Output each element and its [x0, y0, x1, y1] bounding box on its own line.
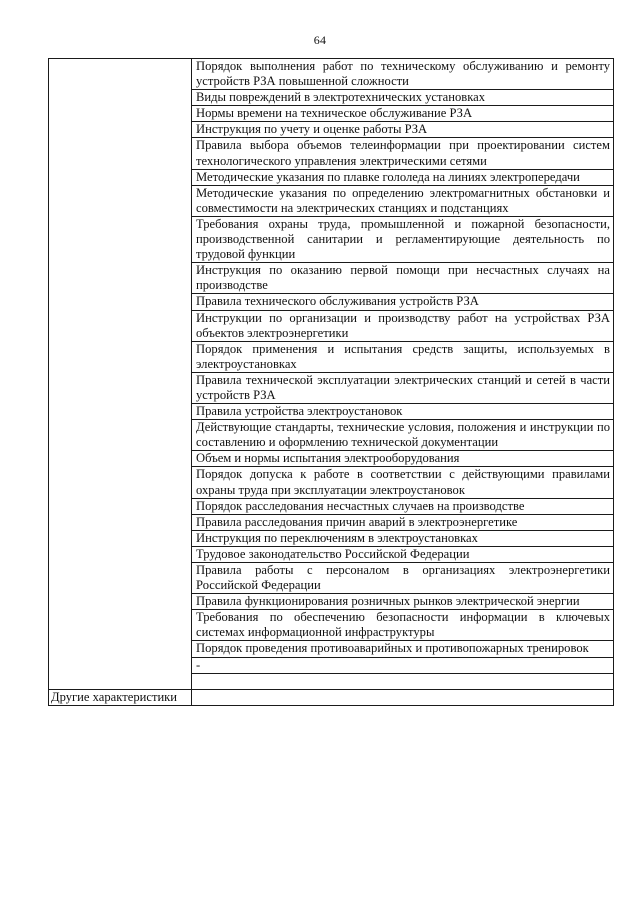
table-cell-dash: -	[192, 657, 614, 673]
table-cell: Порядок проведения противоаварийных и противопожарных тренировок	[192, 641, 614, 657]
table-cell: Методические указания по плавке гололеда на линиях электропередачи	[192, 169, 614, 185]
table-cell: Правила расследования причин аварий в электроэнергетике	[192, 514, 614, 530]
table-cell: Действующие стандарты, технические условия, положения и инструкции по составлению и оформлению технической документации	[192, 420, 614, 451]
table-cell: Правила устройства электроустановок	[192, 404, 614, 420]
table-cell: Требования охраны труда, промышленной и пожарной безопасности, производственной санитарии и регламентирующие деятельность по трудовой функции	[192, 216, 614, 262]
other-characteristics-label: Другие характеристики	[49, 689, 192, 705]
other-characteristics-value	[192, 689, 614, 705]
table-cell: Инструкции по организации и производству работ на устройствах РЗА объектов электроэнергетики	[192, 310, 614, 341]
table-cell: Инструкция по оказанию первой помощи при несчастных случаях на производстве	[192, 263, 614, 294]
label-cell-empty	[49, 59, 192, 690]
table-cell: Правила технической эксплуатации электрических станций и сетей в части устройств РЗА	[192, 372, 614, 403]
table-row-other	[49, 689, 614, 705]
table-cell: Методические указания по определению электромагнитных обстановки и совместимости на электрических станциях и подстанциях	[192, 185, 614, 216]
table-cell: Правила работы с персоналом в организациях электроэнергетики Российской Федерации	[192, 563, 614, 594]
table-body	[49, 59, 614, 706]
table-cell: Инструкция по переключениям в электроустановках	[192, 530, 614, 546]
table-cell: Порядок допуска к работе в соответствии с действующими правилами охраны труда при эксплуатации электроустановок	[192, 467, 614, 498]
table-cell: Порядок применения и испытания средств защиты, используемых в электроустановках	[192, 341, 614, 372]
table-cell: Порядок выполнения работ по техническому обслуживанию и ремонту устройств РЗА повышенной сложности	[192, 59, 614, 90]
table-cell: Нормы времени на техническое обслуживание РЗА	[192, 106, 614, 122]
table-cell: Требования по обеспечению безопасности информации в ключевых системах информационной инфраструктуры	[192, 610, 614, 641]
table-cell: Объем и нормы испытания электрооборудования	[192, 451, 614, 467]
table-cell: Правила выбора объемов телеинформации при проектировании систем технологического управления электрическими сетями	[192, 138, 614, 169]
table-cell: Порядок расследования несчастных случаев на производстве	[192, 498, 614, 514]
table-cell: Трудовое законодательство Российской Федерации	[192, 546, 614, 562]
page-number: 64	[313, 33, 327, 47]
table-row	[49, 59, 614, 90]
table-cell: Правила технического обслуживания устройств РЗА	[192, 294, 614, 310]
table-cell: Инструкция по учету и оценке работы РЗА	[192, 122, 614, 138]
table-cell-empty	[192, 673, 614, 689]
table-cell: Виды повреждений в электротехнических установках	[192, 90, 614, 106]
knowledge-table	[48, 58, 614, 706]
table-cell: Правила функционирования розничных рынков электрической энергии	[192, 594, 614, 610]
